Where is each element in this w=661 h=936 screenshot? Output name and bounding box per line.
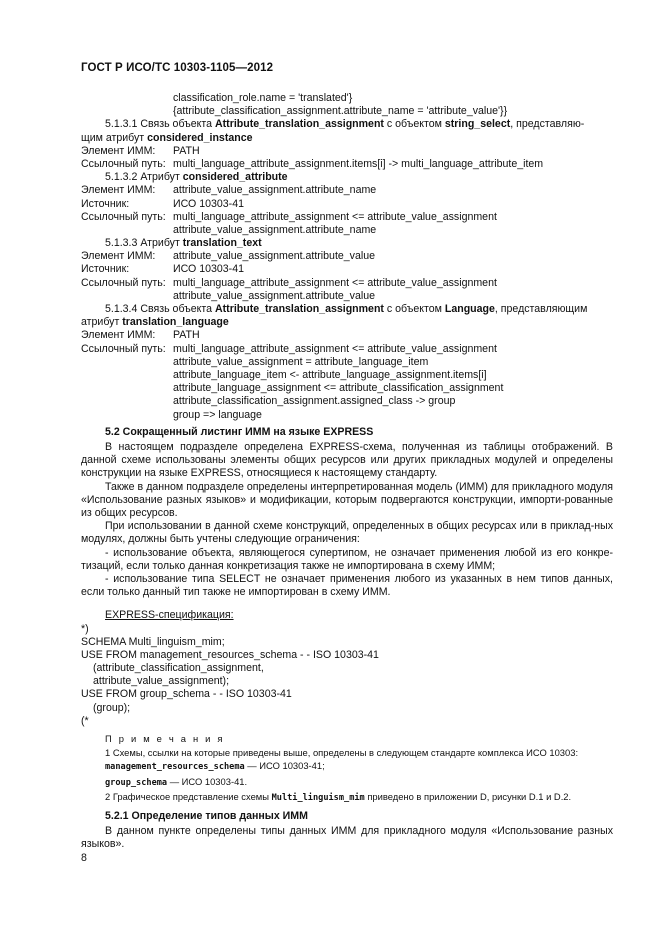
- text-line: атрибут translation_language: [81, 316, 229, 329]
- text-line: {attribute_classification_assignment.attribute_name = 'attribute_value'}}: [173, 105, 508, 118]
- paragraph: Также в данном подразделе определены интерпретированная модель (ИММ) для прикладного модуля «Использование разных языков» и модификации, которым подвергаются конструкции, импорти-рованные из общих ресурсов.: [81, 480, 613, 519]
- attribute-name: considered_attribute: [182, 171, 288, 184]
- code-line: (*: [81, 714, 89, 727]
- note-1: 1 Схемы, ссылки на которые приведены выше, определены в следующем стандарте комплекса ИСО 10303:: [105, 746, 579, 758]
- page-content: [81, 92, 613, 851]
- text-line: classification_role.name = 'translated'}: [173, 92, 353, 104]
- text-line: щим атрибут considered_instance: [81, 131, 253, 144]
- note-2: 2 Графическое представление схемы Multi_linguism_mim приведено в приложении D, рисунки D.1 и D.2.: [105, 791, 572, 804]
- attribute-name: considered_instance: [147, 131, 253, 144]
- mim-element-row: Элемент ИММ: PATH: [81, 144, 200, 157]
- code-line: (attribute_classification_assignment,: [93, 662, 264, 675]
- page-number: 8: [81, 852, 87, 864]
- entity-name: Attribute_translation_assignment: [215, 118, 384, 131]
- text-line: attribute_value_assignment.attribute_value: [173, 289, 376, 302]
- clause-5-1-3-4: 5.1.3.4 Связь объекта Attribute_translation_assignment с объектом Language, представляющим: [105, 303, 588, 315]
- mim-element-row: Элемент ИММ: PATH: [81, 329, 200, 342]
- text-line: attribute_classification_assignment.assigned_class -> group: [173, 395, 456, 408]
- text-line: attribute_language_assignment <= attribute_classification_assignment: [173, 382, 504, 395]
- entity-name: Attribute_translation_assignment: [215, 303, 384, 315]
- attribute-name: translation_text: [182, 237, 262, 250]
- code-line: (group);: [93, 701, 131, 714]
- entity-name: Language: [444, 303, 495, 315]
- notes-block: [81, 732, 613, 806]
- text-line: attribute_value_assignment = attribute_language_item: [173, 355, 429, 368]
- paragraph: В настоящем подразделе определена EXPRESS-схема, полученная из таблицы отображений. В данной схеме использованы элементы общих ресурсов или других прикладных модулей и определены конструкции на языке EXPRESS, относящиеся к настоящему стандарту.: [81, 440, 613, 480]
- code-line: SCHEMA Multi_linguism_mim;: [81, 635, 225, 648]
- document-header: ГОСТ Р ИСО/ТС 10303-1105—2012: [81, 62, 274, 74]
- paragraph: - использование типа SELECT не означает применения любого из указанных в нем типов данных, если только данный тип также не импортирован в схему ИММ.: [81, 572, 613, 599]
- paragraph: В данном пункте определены типы данных ИММ для прикладного модуля «Использование разных языков».: [81, 824, 613, 850]
- paragraph: При использовании в данной схеме конструкций, определенных в общих ресурсах или в приклад-ных модулях, должны быть учтены следующие ограничения:: [81, 520, 613, 546]
- source-row: Источник: ИСО 10303-41: [81, 263, 244, 276]
- code-line: attribute_value_assignment);: [93, 675, 230, 688]
- express-spec-label: EXPRESS-спецификация:: [105, 609, 234, 622]
- clause-5-1-3-1: 5.1.3.1 Связь объекта Attribute_translation_assignment с объектом string_select, представляю-: [105, 118, 585, 131]
- paragraph: - использование объекта, являющегося супертипом, не означает применения любой из его конкре-тизаций, если только данная конкретизация также не импортирована в схему ИММ;: [81, 546, 613, 572]
- text-line: group => language: [173, 408, 262, 421]
- code-line: USE FROM group_schema - - ISO 10303-41: [81, 688, 292, 701]
- clause-5-1-3-3: 5.1.3.3 Атрибут translation_text: [105, 237, 262, 250]
- entity-name: string_select: [444, 118, 511, 131]
- note-1-item: group_schema — ИСО 10303-41.: [105, 775, 248, 788]
- reference-path-row: Ссылочный путь: multi_language_attribute_assignment <= attribute_value_assignment: [81, 210, 497, 223]
- text-line: attribute_value_assignment.attribute_name: [173, 223, 377, 236]
- notes-heading: П р и м е ч а н и я: [105, 733, 225, 745]
- reference-path-row: Ссылочный путь: multi_language_attribute_assignment <= attribute_value_assignment: [81, 342, 497, 355]
- mim-element-row: Элемент ИММ: attribute_value_assignment.attribute_value: [81, 250, 376, 263]
- clause-5-1-3-2: 5.1.3.2 Атрибут considered_attribute: [105, 171, 288, 184]
- section-heading: 5.2 Сокращенный листинг ИММ на языке EXPRESS: [105, 425, 374, 438]
- code-line: *): [81, 622, 89, 635]
- code-line: USE FROM management_resources_schema - - ISO 10303-41: [81, 648, 379, 661]
- note-1-item: management_resources_schema — ИСО 10303-41;: [105, 760, 325, 773]
- attribute-name: translation_language: [122, 316, 229, 329]
- source-row: Источник: ИСО 10303-41: [81, 197, 244, 210]
- reference-path-row: Ссылочный путь: multi_language_attribute_assignment.items[i] -> multi_language_attribute_item: [81, 157, 544, 170]
- reference-path-row: Ссылочный путь: multi_language_attribute_assignment <= attribute_value_assignment: [81, 276, 497, 289]
- subsection-heading: 5.2.1 Определение типов данных ИММ: [105, 809, 308, 822]
- mim-element-row: Элемент ИММ: attribute_value_assignment.attribute_name: [81, 184, 377, 197]
- text-line: attribute_language_item <- attribute_language_assignment.items[i]: [173, 368, 487, 381]
